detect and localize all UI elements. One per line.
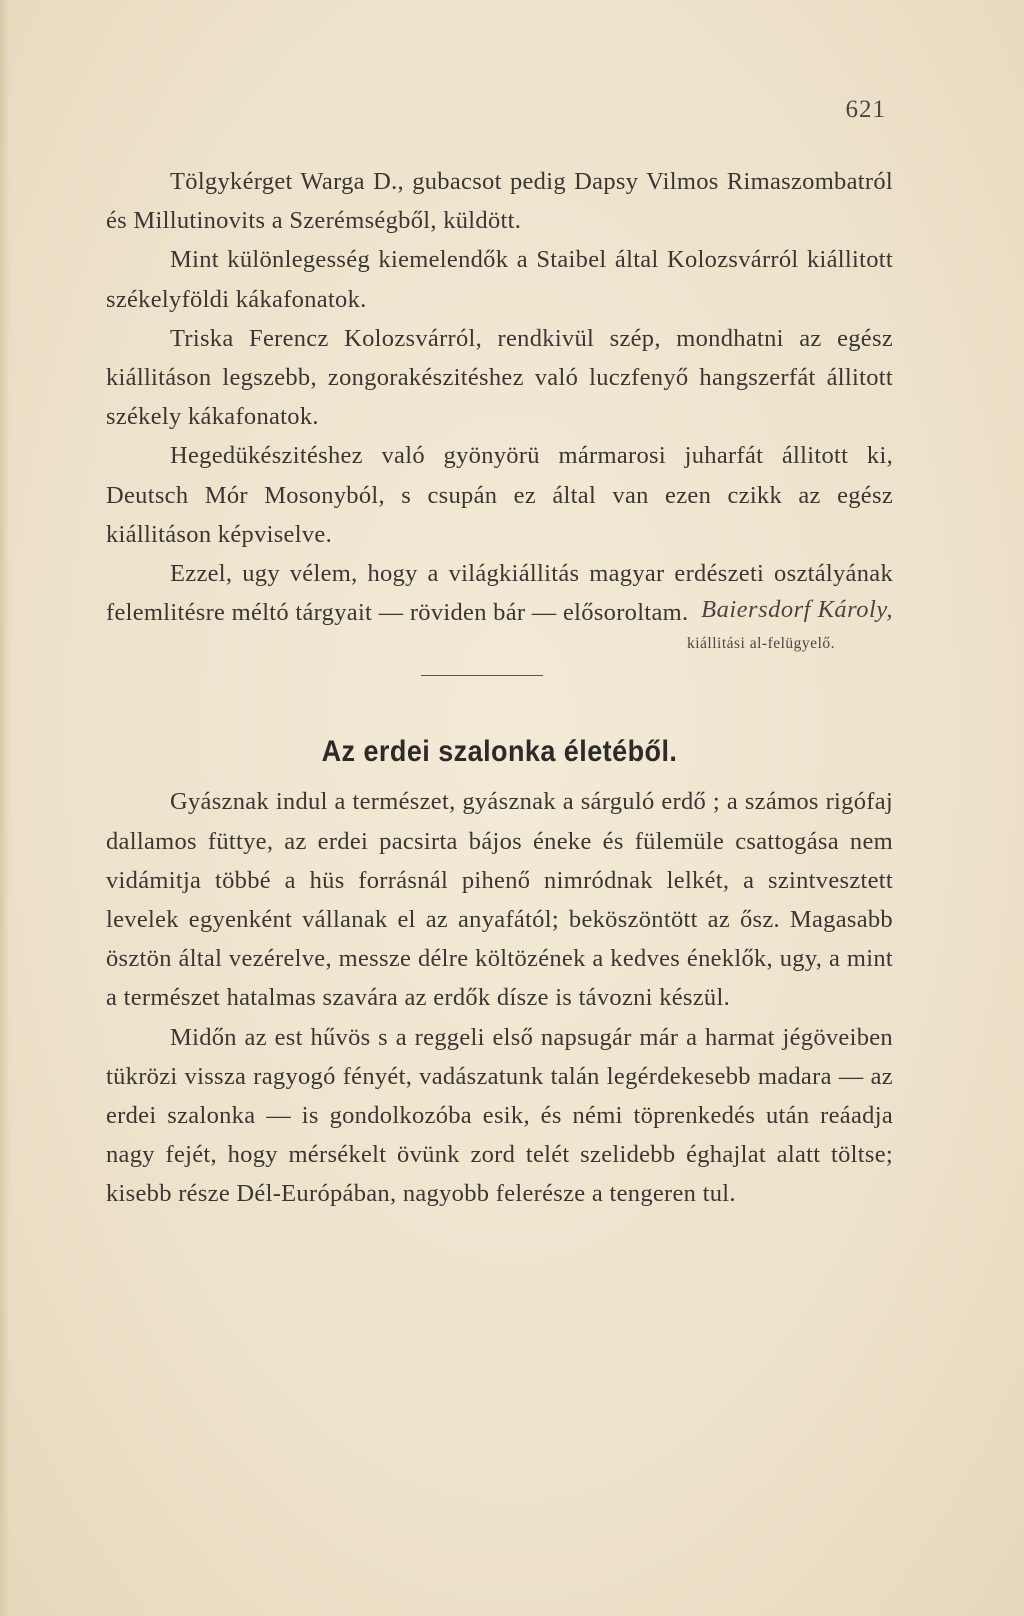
- paragraph: Tölgykérget Warga D., gubacsot pedig Dapsy Vilmos Rimaszombatról és Millutinovits a Szerémségből, küldött.: [106, 168, 893, 235]
- paragraph: Midőn az est hűvös s a reggeli első napsugár már a harmat jégöveiben tükrözi vissza ragyogó fényét, vadászatunk talán legérdekesebb madara — az erdei szalonka — is gondolkozóba esik, és némi töprenkedés után reáadja nagy fejét, hogy mérsékelt övünk zord telét szelidebb éghajlat alatt töltse; kisebb része Dél-Európában, nagyobb felerésze a tengeren tul.: [106, 1023, 893, 1208]
- page-edge-shadow: [0, 0, 10, 1616]
- paragraph: Mint különlegesség kiemelendők a Staibel által Kolozsvárról kiállitott székelyföldi kákafonatok.: [106, 246, 893, 313]
- paragraph: Gyásznak indul a természet, gyásznak a sárguló erdő ; a számos rigófaj dallamos füttye, az erdei pacsirta bájos éneke és fülemüle csattogása nem vidámitja többé a hüs forrásnál pihenő nimródnak lelkét, a szintvesztett levelek egyenként vállanak el az anyafától; beköszöntött az ősz. Magasabb ösztön által vezérelve, messze délre költözének a kedves éneklők, ugy, a mint a természet hatalmas szavára az erdők dísze is távozni készül.: [106, 788, 893, 1012]
- paragraph: Hegedükészitéshez való gyönyörü mármarosi juharfát állitott ki, Deutsch Mór Mosonyból, s csupán ez által van ezen czikk az egész kiállitáson képviselve.: [106, 442, 893, 548]
- paragraph: Triska Ferencz Kolozsvárról, rendkivül szép, mondhatni az egész kiállitáson legszebb, zongorakészitéshez való luczfenyő hangszerfát állitott székely kákafonatok.: [106, 324, 893, 431]
- signature-title: kiállitási al-felügyelő.: [686, 635, 835, 653]
- section-divider: [421, 675, 543, 676]
- page-number: 621: [845, 96, 886, 123]
- page-content: [106, 162, 893, 1214]
- article-title: Az erdei szalonka életéből.: [321, 735, 678, 769]
- article-body: [106, 782, 893, 1213]
- closing-paragraph: Ezzel, ugy vélem, hogy a világkiállitás magyar erdészeti osztályának felemlitésre méltó tárgyait — röviden bár — elősoroltam.: [106, 560, 893, 627]
- signature-name: Baiersdorf Károly,: [701, 596, 893, 624]
